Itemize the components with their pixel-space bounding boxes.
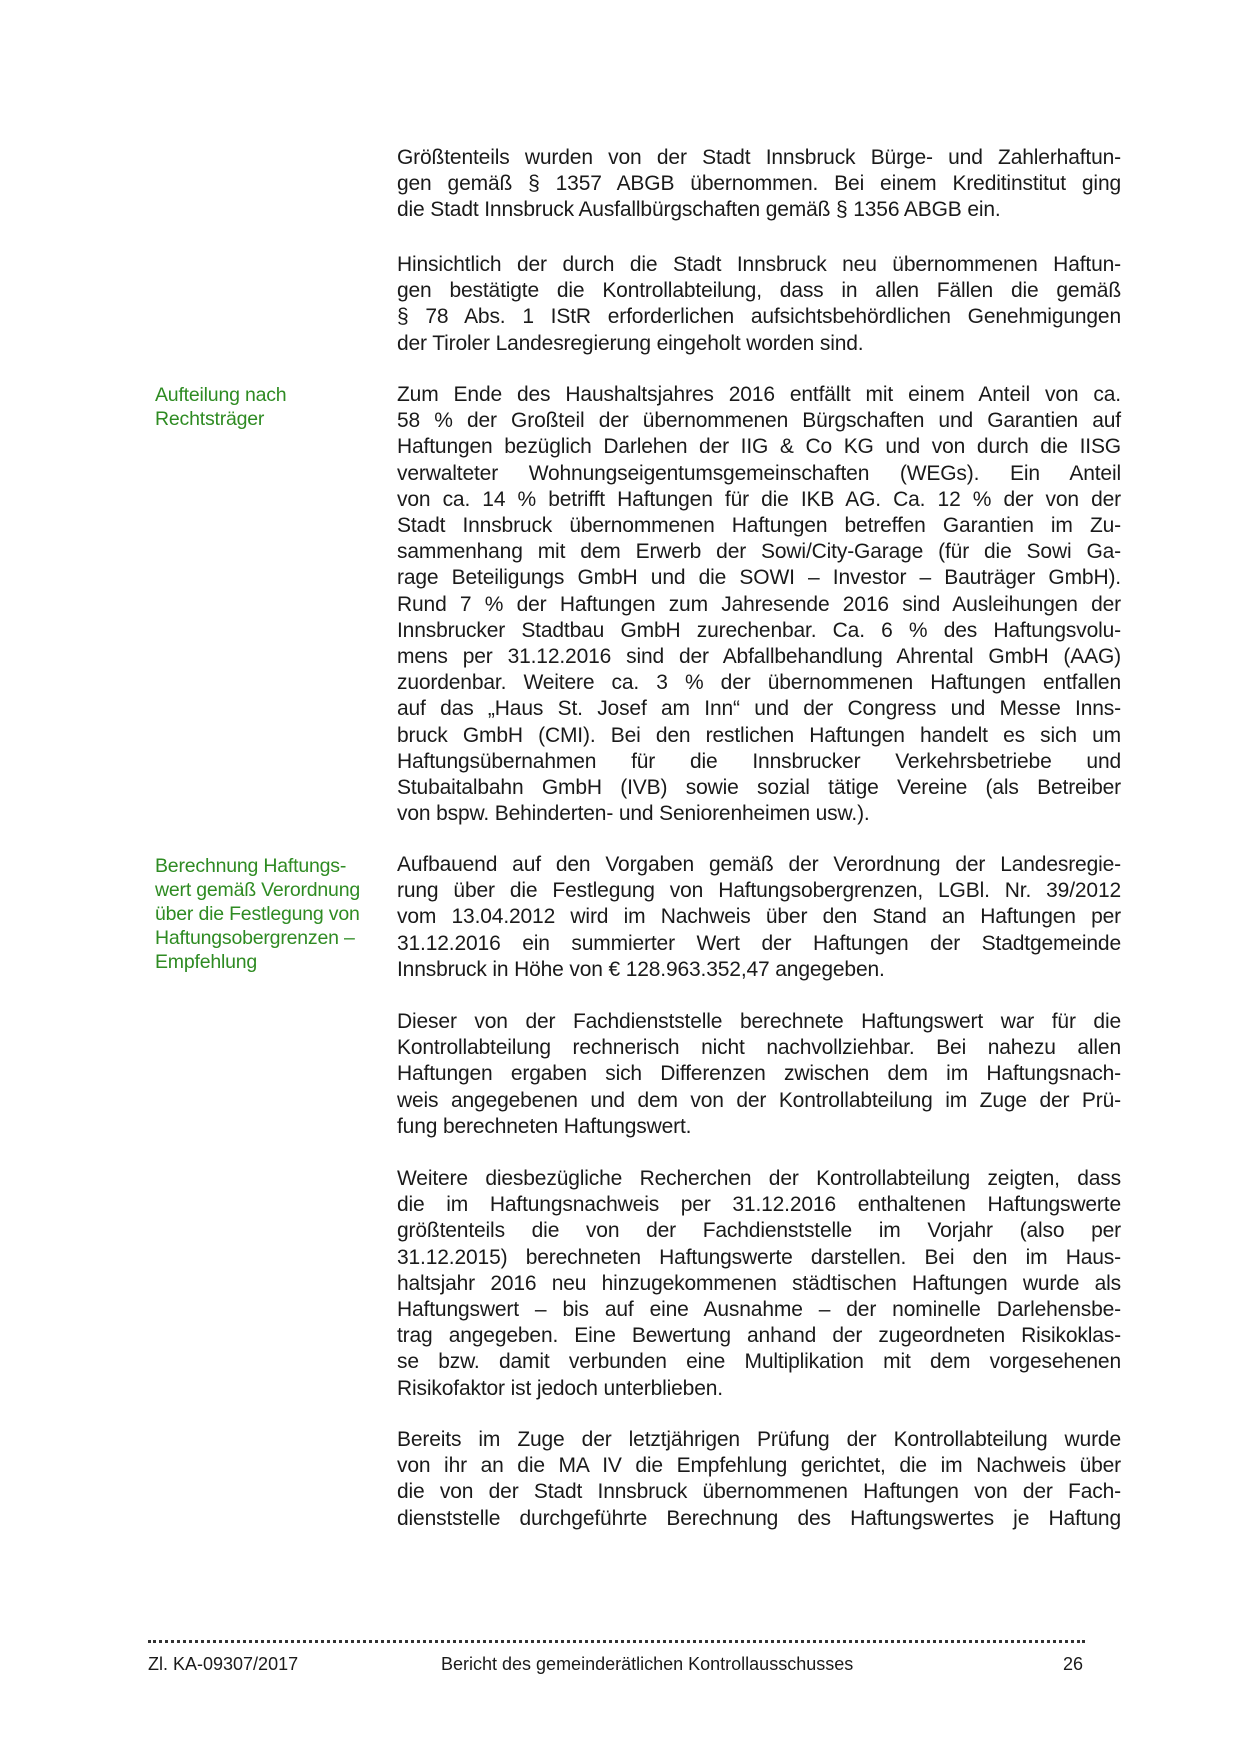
text-line: die von der Stadt Innsbruck übernommenen Haftungen von der Fach- (397, 1480, 1121, 1504)
margin-note-line: Aufteilung nach (155, 384, 287, 406)
text-line: größtenteils die von der Fachdienststelle im Vorjahr (also per (397, 1219, 1121, 1243)
footer-divider (148, 1640, 1085, 1643)
text-line: Risikofaktor ist jedoch unterblieben. (397, 1376, 723, 1400)
text-line: Haftungen bezüglich Darlehen der IIG & Co KG und von durch die IISG (397, 435, 1121, 459)
paragraph-research-findings (397, 1166, 1121, 1402)
text-line: verwalteter Wohnungseigentumsgemeinschaften (WEGs). Ein Anteil (397, 461, 1121, 485)
text-line: Haftungswert – bis auf eine Ausnahme – der nominelle Darlehensbe- (397, 1298, 1121, 1322)
text-line: auf das „Haus St. Josef am Inn“ und der Congress und Messe Inns- (397, 697, 1121, 721)
text-line: Stadt Innsbruck übernommenen Haftungen betreffen Garantien im Zu- (397, 514, 1121, 538)
text-line: § 78 Abs. 1 IStR erforderlichen aufsichtsbehördlichen Genehmigungen (397, 305, 1121, 329)
text-line: haltsjahr 2016 neu hinzugekommenen städtischen Haftungen wurde als (397, 1271, 1121, 1295)
text-line: von bspw. Behinderten- und Seniorenheimen usw.). (397, 802, 870, 826)
paragraph-previous-recommendation (397, 1427, 1121, 1532)
paragraph-not-traceable (397, 1009, 1121, 1140)
margin-note-line: Rechtsträger (155, 408, 265, 430)
margin-note-line: wert gemäß Verordnung (155, 879, 360, 901)
page-number: 26 (1063, 1654, 1084, 1674)
text-line: rung über die Festlegung von Haftungsobergrenzen, LGBl. Nr. 39/2012 (397, 879, 1121, 903)
text-line: Größtenteils wurden von der Stadt Innsbruck Bürge- und Zahlerhaftun- (397, 146, 1121, 169)
footer-title: Bericht des gemeinderätlichen Kontrollausschusses (441, 1654, 854, 1674)
text-line: die im Haftungsnachweis per 31.12.2016 enthaltenen Haftungswerte (397, 1193, 1121, 1217)
text-line: Weitere diesbezügliche Recherchen der Kontrollabteilung zeigten, dass (397, 1167, 1121, 1190)
text-line: weis angegebenen und dem von der Kontrollabteilung im Zuge der Prü- (397, 1088, 1121, 1112)
text-line: Stubaitalbahn GmbH (IVB) sowie sozial tätige Vereine (als Betreiber (397, 776, 1121, 800)
text-line: bruck GmbH (CMI). Bei den restlichen Haftungen handelt es sich um (397, 723, 1121, 747)
margin-note-line: über die Festlegung von (155, 903, 360, 925)
text-line: vom 13.04.2012 wird im Nachweis über den Stand an Haftungen per (397, 905, 1121, 929)
text-line: sammenhang mit dem Erwerb der Sowi/City-Garage (für die Sowi Ga- (397, 540, 1121, 564)
text-line: Aufbauend auf den Vorgaben gemäß der Verordnung der Landesregie- (397, 853, 1121, 876)
text-line: Innsbruck in Höhe von € 128.963.352,47 angegeben. (397, 957, 885, 981)
text-line: gen bestätigte die Kontrollabteilung, dass in allen Fällen die gemäß (397, 279, 1121, 303)
paragraph-liability-value (397, 852, 1121, 983)
text-line: Haftungen ergaben sich Differenzen zwischen dem im Haftungsnach- (397, 1062, 1121, 1086)
text-line: 31.12.2016 ein summierter Wert der Haftungen der Stadtgemeinde (397, 931, 1121, 955)
text-line: Dieser von der Fachdienststelle berechnete Haftungswert war für die (397, 1010, 1121, 1033)
text-line: 31.12.2015) berechneten Haftungswerte darstellen. Bei den im Haus- (397, 1245, 1121, 1269)
text-line: dienststelle durchgeführte Berechnung des Haftungswertes je Haftung (397, 1506, 1121, 1530)
margin-note-berechnung (155, 854, 385, 974)
text-line: Haftungsübernahmen für die Innsbrucker Verkehrsbetriebe und (397, 749, 1121, 773)
text-line: von ca. 14 % betrifft Haftungen für die IKB AG. Ca. 12 % der von der (397, 487, 1121, 511)
text-line: Bereits im Zuge der letztjährigen Prüfung der Kontrollabteilung wurde (397, 1428, 1121, 1451)
text-line: Kontrollabteilung rechnerisch nicht nachvollziehbar. Bei nahezu allen (397, 1036, 1121, 1060)
paragraph-approvals (397, 252, 1121, 357)
text-line: trag angegeben. Eine Bewertung anhand der zugeordneten Risikoklas- (397, 1324, 1121, 1348)
text-line: mens per 31.12.2016 sind der Abfallbehandlung Ahrental GmbH (AAG) (397, 645, 1121, 669)
text-line: rage Beteiligungs GmbH und die SOWI – Investor – Bauträger GmbH). (397, 566, 1121, 590)
text-line: von ihr an die MA IV die Empfehlung gerichtet, die im Nachweis über (397, 1454, 1121, 1478)
text-line: se bzw. damit verbunden eine Multiplikation mit dem vorgesehenen (397, 1350, 1121, 1374)
text-line: 58 % der Großteil der übernommenen Bürgschaften und Garantien auf (397, 409, 1121, 433)
margin-note-line: Berechnung Haftungs- (155, 855, 347, 877)
text-line: zuordenbar. Weitere ca. 3 % der übernommenen Haftungen entfallen (397, 671, 1121, 695)
margin-note-aufteilung (155, 383, 385, 431)
footer-reference: Zl. KA-09307/2017 (148, 1654, 299, 1674)
text-line: die Stadt Innsbruck Ausfallbürgschaften gemäß § 1356 ABGB ein. (397, 198, 1001, 222)
text-line: fung berechneten Haftungswert. (397, 1114, 692, 1138)
paragraph-distribution-by-entity (397, 382, 1121, 827)
text-line: Innsbrucker Stadtbau GmbH zurechenbar. Ca. 6 % des Haftungsvolu- (397, 618, 1121, 642)
text-line: gen gemäß § 1357 ABGB übernommen. Bei einem Kreditinstitut ging (397, 172, 1121, 196)
text-line: Hinsichtlich der durch die Stadt Innsbruck neu übernommenen Haftun- (397, 253, 1121, 276)
paragraph-guarantee-types (397, 145, 1121, 224)
margin-note-line: Haftungsobergrenzen – (155, 927, 355, 949)
margin-note-line: Empfehlung (155, 951, 258, 973)
text-line: Rund 7 % der Haftungen zum Jahresende 2016 sind Ausleihungen der (397, 592, 1121, 616)
text-line: der Tiroler Landesregierung eingeholt worden sind. (397, 331, 864, 355)
text-line: Zum Ende des Haushaltsjahres 2016 entfällt mit einem Anteil von ca. (397, 383, 1121, 406)
